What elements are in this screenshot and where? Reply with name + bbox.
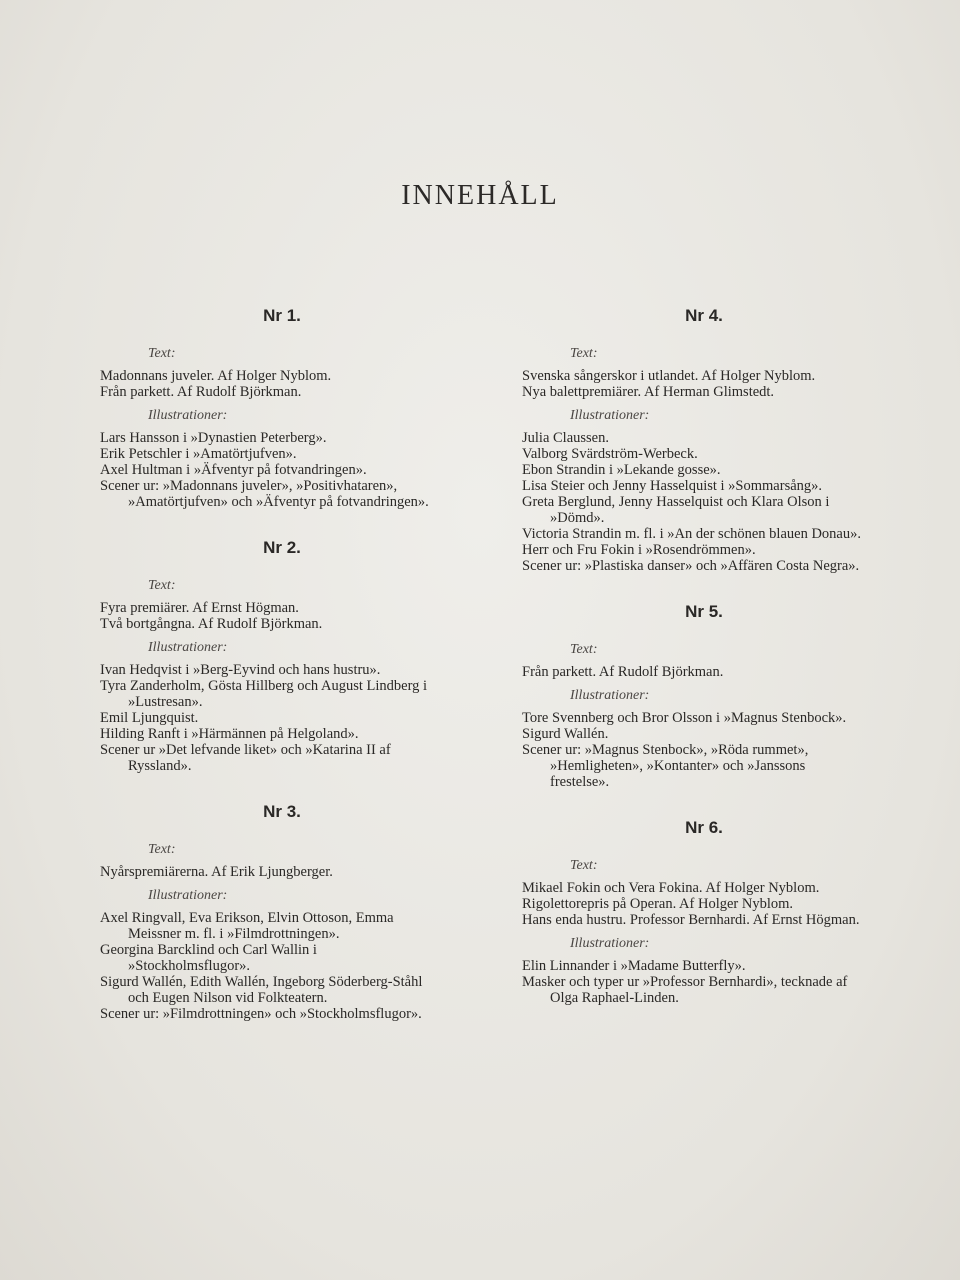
illustration-entry: Victoria Strandin m. fl. i »An der schönen blauen Donau».: [522, 526, 861, 542]
illustration-entry: Elin Linnander i »Madame Butterfly».: [522, 958, 746, 974]
illustration-entry: Scener ur: »Plastiska danser» och »Affären Costa Negra».: [522, 558, 860, 574]
illustration-entry: Hilding Ranft i »Härmännen på Helgoland».: [100, 726, 359, 742]
illustration-entry: Greta Berglund, Jenny Hasselquist och Klara Olson i »Dömd».: [522, 494, 830, 526]
text-label: Text:: [570, 858, 598, 873]
text-entry: Mikael Fokin och Vera Fokina. Af Holger Nyblom.: [522, 880, 820, 896]
text-entry: Fyra premiärer. Af Ernst Högman.: [100, 600, 299, 616]
text-label: Text:: [148, 842, 176, 857]
illustration-entry: Lars Hansson i »Dynastien Peterberg».: [100, 430, 327, 446]
issue-section: [100, 538, 440, 774]
issue-section: [522, 306, 862, 574]
text-entry: Från parkett. Af Rudolf Björkman.: [100, 384, 302, 400]
illustration-entry: Erik Petschler i »Amatörtjufven».: [100, 446, 297, 462]
illustration-entry: Herr och Fru Fokin i »Rosendrömmen».: [522, 542, 756, 558]
illustration-entry: Tyra Zanderholm, Gösta Hillberg och August Lindberg i »Lustresan».: [100, 678, 428, 710]
illustrations-label: Illustrationer:: [570, 688, 650, 703]
illustration-entry: Emil Ljungquist.: [100, 710, 199, 726]
issue-number: Nr 6.: [685, 818, 723, 837]
text-entry: Rigolettorepris på Operan. Af Holger Nyblom.: [522, 896, 794, 912]
text-entry: Nya balettpremiärer. Af Herman Glimstedt.: [522, 384, 775, 400]
illustration-entry: Ivan Hedqvist i »Berg-Eyvind och hans hustru».: [100, 662, 381, 678]
text-entry: Madonnans juveler. Af Holger Nyblom.: [100, 368, 332, 384]
issue-number: Nr 5.: [685, 602, 723, 621]
illustration-entry: Scener ur »Det lefvande liket» och »Katarina II af Ryssland».: [100, 742, 391, 774]
illustration-entry: Masker och typer ur »Professor Bernhardi», tecknade af Olga Raphael-Linden.: [522, 974, 848, 1006]
illustrations-label: Illustrationer:: [148, 640, 228, 655]
illustration-entry: Scener ur: »Magnus Stenbock», »Röda rummet», »Hemligheten», »Kontanter» och »Janssons frestelse».: [522, 742, 809, 790]
illustration-entry: Scener ur: »Filmdrottningen» och »Stockholmsflugor».: [100, 1006, 422, 1022]
issue-number: Nr 4.: [685, 306, 723, 325]
illustration-entry: Tore Svennberg och Bror Olsson i »Magnus Stenbock».: [522, 710, 847, 726]
illustrations-label: Illustrationer:: [570, 408, 650, 423]
issue-section: [522, 602, 862, 790]
illustration-entry: Scener ur: »Madonnans juveler», »Positivhataren», »Amatörtjufven» och »Äfventyr på fotvandringen».: [100, 478, 429, 510]
issue-number: Nr 3.: [263, 802, 301, 821]
illustration-entry: Valborg Svärdström-Werbeck.: [522, 446, 698, 462]
illustrations-label: Illustrationer:: [570, 936, 650, 951]
illustration-entry: Axel Ringvall, Eva Erikson, Elvin Ottoson, Emma Meissner m. fl. i »Filmdrottningen».: [100, 910, 394, 942]
text-entry: Två bortgångna. Af Rudolf Björkman.: [100, 616, 323, 632]
illustration-entry: Julia Claussen.: [522, 430, 609, 446]
illustration-entry: Lisa Steier och Jenny Hasselquist i »Sommarsång».: [522, 478, 823, 494]
illustration-entry: Georgina Barcklind och Carl Wallin i »Stockholmsflugor».: [100, 942, 317, 974]
illustrations-label: Illustrationer:: [148, 888, 228, 903]
right-column: [522, 306, 862, 1034]
illustration-entry: Axel Hultman i »Äfventyr på fotvandringen».: [100, 462, 367, 478]
text-label: Text:: [148, 578, 176, 593]
issue-number: Nr 1.: [263, 306, 301, 325]
illustration-entry: Sigurd Wallén, Edith Wallén, Ingeborg Söderberg-Ståhl och Eugen Nilson vid Folkteatern.: [100, 974, 423, 1006]
issue-section: [100, 802, 440, 1022]
text-label: Text:: [570, 642, 598, 657]
text-entry: Svenska sångerskor i utlandet. Af Holger Nyblom.: [522, 368, 816, 384]
left-column: [100, 306, 440, 1050]
text-entry: Nyårspremiärerna. Af Erik Ljungberger.: [100, 864, 333, 880]
illustration-entry: Ebon Strandin i »Lekande gosse».: [522, 462, 721, 478]
issue-section: [100, 306, 440, 510]
issue-number: Nr 2.: [263, 538, 301, 557]
text-label: Text:: [570, 346, 598, 361]
issue-section: [522, 818, 862, 1006]
text-entry: Hans enda hustru. Professor Bernhardi. Af Ernst Högman.: [522, 912, 860, 928]
page-title: INNEHÅLL: [401, 180, 559, 211]
text-entry: Från parkett. Af Rudolf Björkman.: [522, 664, 724, 680]
text-label: Text:: [148, 346, 176, 361]
illustrations-label: Illustrationer:: [148, 408, 228, 423]
illustration-entry: Sigurd Wallén.: [522, 726, 609, 742]
